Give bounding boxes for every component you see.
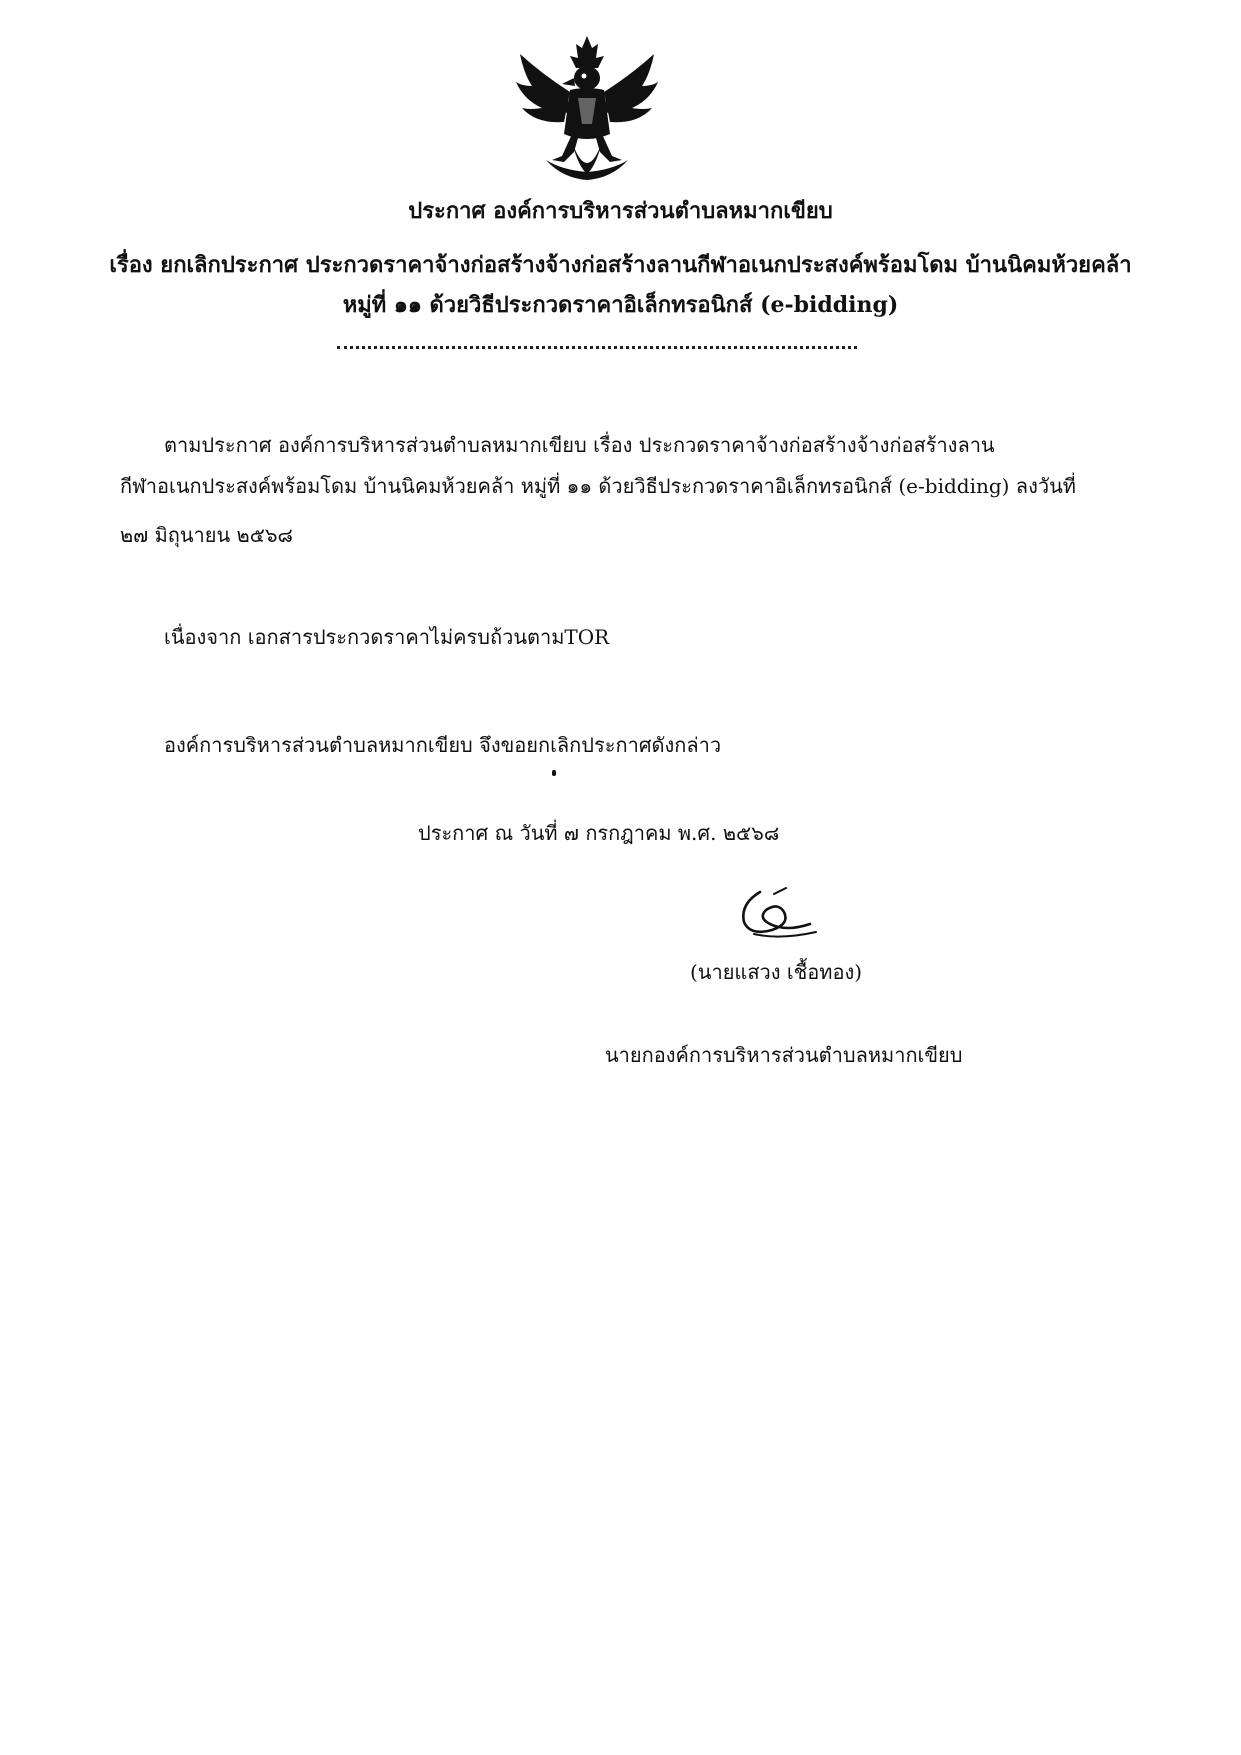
signer-name: (นายแสวง เชื้อทอง) (690, 960, 863, 984)
paragraph-1-line-2: กีฬาอเนกประสงค์พร้อมโดม บ้านนิคมห้วยคล้า หมู่ที่ ๑๑ ด้วยวิธีประกวดราคาอิเล็กทรอนิกส์ (e-bidding) ลงวันที่ (120, 474, 1076, 498)
paragraph-cancellation: องค์การบริหารส่วนตำบลหมากเขียบ จึงขอยกเลิกประกาศดังกล่าว (164, 733, 722, 757)
signature-icon (730, 884, 830, 944)
stray-mark (552, 770, 556, 776)
dotted-separator (337, 346, 857, 349)
announcement-date: ประกาศ ณ วันที่ ๗ กรกฎาคม พ.ศ. ๒๕๖๘ (418, 821, 780, 845)
paragraph-reason: เนื่องจาก เอกสารประกวดราคาไม่ครบถ้วนตามTOR (164, 625, 610, 649)
announcement-title: ประกาศ องค์การบริหารส่วนตำบลหมากเขียบ (408, 198, 833, 224)
paragraph-1-line-3: ๒๗ มิถุนายน ๒๕๖๘ (120, 523, 293, 547)
garuda-emblem-icon (512, 34, 662, 184)
subject-line-1: เรื่อง ยกเลิกประกาศ ประกวดราคาจ้างก่อสร้างจ้างก่อสร้างลานกีฬาอเนกประสงค์พร้อมโดม บ้านนิคมห้วยคล้า (109, 252, 1132, 278)
signer-title: นายกองค์การบริหารส่วนตำบลหมากเขียบ (605, 1043, 963, 1067)
paragraph-1-line-1: ตามประกาศ องค์การบริหารส่วนตำบลหมากเขียบ เรื่อง ประกวดราคาจ้างก่อสร้างจ้างก่อสร้างลาน (164, 433, 995, 457)
subject-line-2: หมู่ที่ ๑๑ ด้วยวิธีประกวดราคาอิเล็กทรอนิกส์ (e-bidding) (342, 292, 899, 318)
